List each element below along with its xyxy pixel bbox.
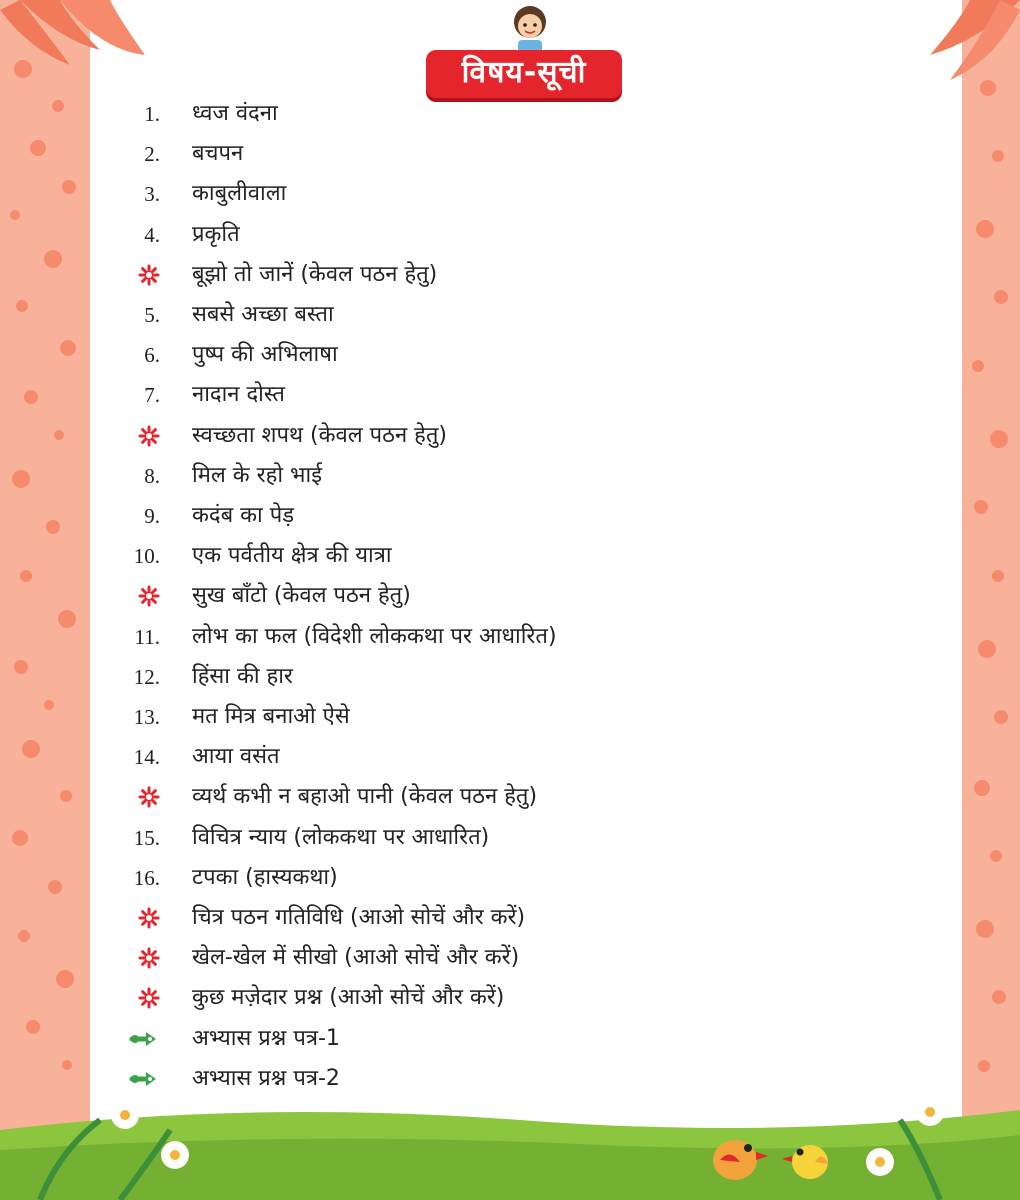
item-number: 12. <box>133 664 160 689</box>
item-title: हिंसा की हार <box>192 663 293 689</box>
item-title: सुख बाँटो (केवल पठन हेतु) <box>192 583 411 609</box>
item-title: बूझो तो जानें (केवल पठन हेतु) <box>192 261 438 287</box>
item-number: 6. <box>144 343 160 368</box>
item-title: प्रकृति <box>192 221 240 247</box>
item-title: टपका (हास्यकथा) <box>192 864 338 890</box>
item-title: कुछ मज़ेदार प्रश्न (आओ सोचें और करें) <box>192 985 505 1011</box>
list-item <box>0 215 1020 255</box>
list-item <box>0 94 1020 134</box>
list-item <box>0 938 1020 978</box>
item-number: 4. <box>144 222 160 247</box>
item-title: विचित्र न्याय (लोककथा पर आधारित) <box>192 824 490 850</box>
asterisk-icon <box>129 576 169 616</box>
list-item <box>0 456 1020 496</box>
item-title: व्यर्थ कभी न बहाओ पानी (केवल पठन हेतु) <box>192 784 538 810</box>
asterisk-icon <box>129 777 169 817</box>
item-number: 15. <box>133 825 160 850</box>
flower-icon <box>161 1141 189 1169</box>
arrow-icon <box>128 1019 168 1059</box>
list-item <box>0 858 1020 898</box>
item-number: 10. <box>133 544 160 569</box>
item-number: 9. <box>144 504 160 528</box>
leaf-decoration-icon <box>0 0 150 70</box>
item-title: आया वसंत <box>192 744 280 770</box>
asterisk-icon <box>129 898 169 938</box>
list-item <box>0 496 1020 536</box>
item-number: 2. <box>144 142 160 167</box>
item-title: कदंब का पेड़ <box>192 503 294 528</box>
item-title: बचपन <box>192 141 244 167</box>
list-item <box>0 777 1020 817</box>
list-item <box>0 617 1020 657</box>
item-title: चित्र पठन गतिविधि (आओ सोचें और करें) <box>192 905 526 930</box>
item-title: सबसे अच्छा बस्ता <box>192 302 334 327</box>
grass-ground <box>0 1090 1020 1200</box>
list-item <box>0 416 1020 456</box>
item-number: 1. <box>144 102 160 126</box>
leaf-decoration-icon <box>900 0 1020 80</box>
page-title-banner <box>426 50 622 98</box>
item-title: ध्वज वंदना <box>192 101 278 126</box>
list-item <box>0 295 1020 335</box>
item-title: नादान दोस्त <box>192 382 285 408</box>
flower-icon <box>916 1098 944 1126</box>
list-item <box>0 255 1020 295</box>
item-title: एक पर्वतीय क्षेत्र की यात्रा <box>192 543 392 569</box>
flower-icon <box>866 1148 894 1176</box>
item-title: लोभ का फल (विदेशी लोककथा पर आधारित) <box>192 623 557 649</box>
list-item <box>0 657 1020 697</box>
item-number: 3. <box>144 182 160 207</box>
item-title: काबुलीवाला <box>192 181 287 207</box>
list-item <box>0 978 1020 1018</box>
item-title: पुष्प की अभिलाषा <box>192 342 338 368</box>
list-item <box>0 818 1020 858</box>
page-title: विषय-सूची <box>461 55 587 90</box>
list-item <box>0 576 1020 616</box>
list-item <box>0 134 1020 174</box>
list-item <box>0 335 1020 375</box>
item-title: अभ्यास प्रश्न पत्र-1 <box>192 1025 340 1051</box>
asterisk-icon <box>129 978 169 1018</box>
flower-icon <box>111 1101 139 1129</box>
item-number: 11. <box>134 624 160 649</box>
item-title: मत मित्र बनाओ ऐसे <box>192 704 350 729</box>
item-number: 8. <box>144 463 160 488</box>
item-number: 7. <box>144 383 160 408</box>
list-item <box>0 375 1020 415</box>
list-item <box>0 536 1020 576</box>
item-number: 14. <box>133 745 160 770</box>
list-item <box>0 898 1020 938</box>
item-title: खेल-खेल में सीखो (आओ सोचें और करें) <box>192 945 520 971</box>
item-title: स्वच्छता शपथ (केवल पठन हेतु) <box>192 422 447 448</box>
asterisk-icon <box>129 938 169 978</box>
list-item <box>0 737 1020 777</box>
item-number: 13. <box>133 705 160 729</box>
list-item <box>0 697 1020 737</box>
asterisk-icon <box>129 416 169 456</box>
item-number: 5. <box>144 303 160 327</box>
item-number: 16. <box>133 865 160 890</box>
asterisk-icon <box>129 255 169 295</box>
list-item <box>0 174 1020 214</box>
item-title: मिल के रहो भाई <box>192 462 322 488</box>
list-item <box>0 1019 1020 1059</box>
girl-mascot-icon <box>500 0 560 56</box>
item-title: अभ्यास प्रश्न पत्र-2 <box>192 1065 340 1091</box>
